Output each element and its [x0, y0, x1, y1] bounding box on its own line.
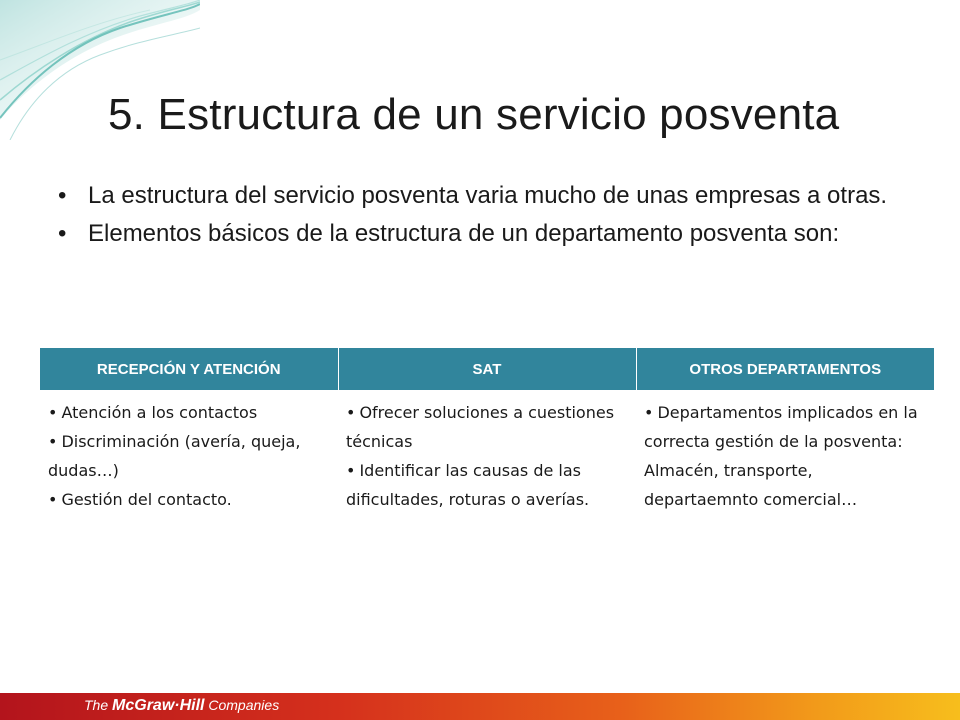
list-item-text: Ofrecer soluciones a cuestiones técnicas	[346, 403, 615, 451]
bullet-icon: •	[346, 461, 356, 480]
brand-prefix: The	[84, 697, 113, 713]
intro-bullet-text: Elementos básicos de la estructura de un departamento posventa son:	[88, 220, 840, 247]
list-item	[48, 398, 330, 427]
table-row	[40, 390, 934, 514]
structure-table	[40, 348, 934, 514]
column-recepcion	[40, 390, 338, 514]
list-item	[346, 456, 628, 514]
table-header-row	[40, 348, 934, 390]
column-sat	[338, 390, 636, 514]
column-otros-departamentos	[636, 390, 934, 514]
list-item	[48, 485, 330, 514]
bullet-icon: •	[346, 403, 356, 422]
list-item-text: Departamentos implicados en la correcta gestión de la posventa: Almacén, transporte, departaemnto comercial…	[644, 403, 918, 509]
publisher-logo	[84, 697, 279, 715]
list-item	[48, 427, 330, 485]
bullet-icon: •	[48, 490, 58, 509]
footer-bar	[0, 693, 960, 720]
intro-bullet	[58, 178, 904, 214]
list-item	[644, 398, 926, 514]
list-item	[346, 398, 628, 456]
bullet-icon: •	[58, 220, 67, 247]
intro-bullet-text: La estructura del servicio posventa varia mucho de unas empresas a otras.	[88, 182, 888, 209]
header-sat: SAT	[338, 348, 636, 390]
list-item-text: Discriminación (avería, queja, dudas…)	[48, 432, 301, 480]
intro-bullet	[58, 216, 904, 252]
bullet-icon: •	[58, 182, 67, 209]
brand-suffix: Companies	[204, 697, 280, 713]
list-item-text: Atención a los contactos	[61, 403, 258, 422]
brand-name: McGraw·Hill	[112, 697, 205, 714]
slide-title: 5. Estructura de un servicio posventa	[108, 90, 840, 139]
header-recepcion: RECEPCIÓN Y ATENCIÓN	[40, 348, 338, 390]
list-item-text: Identificar las causas de las dificultades, roturas o averías.	[346, 461, 590, 509]
bullet-icon: •	[644, 403, 654, 422]
intro-bullet-list	[58, 178, 904, 254]
bullet-icon: •	[48, 432, 58, 451]
list-item-text: Gestión del contacto.	[61, 490, 232, 509]
bullet-icon: •	[48, 403, 58, 422]
header-otros-departamentos: OTROS DEPARTAMENTOS	[636, 348, 934, 390]
